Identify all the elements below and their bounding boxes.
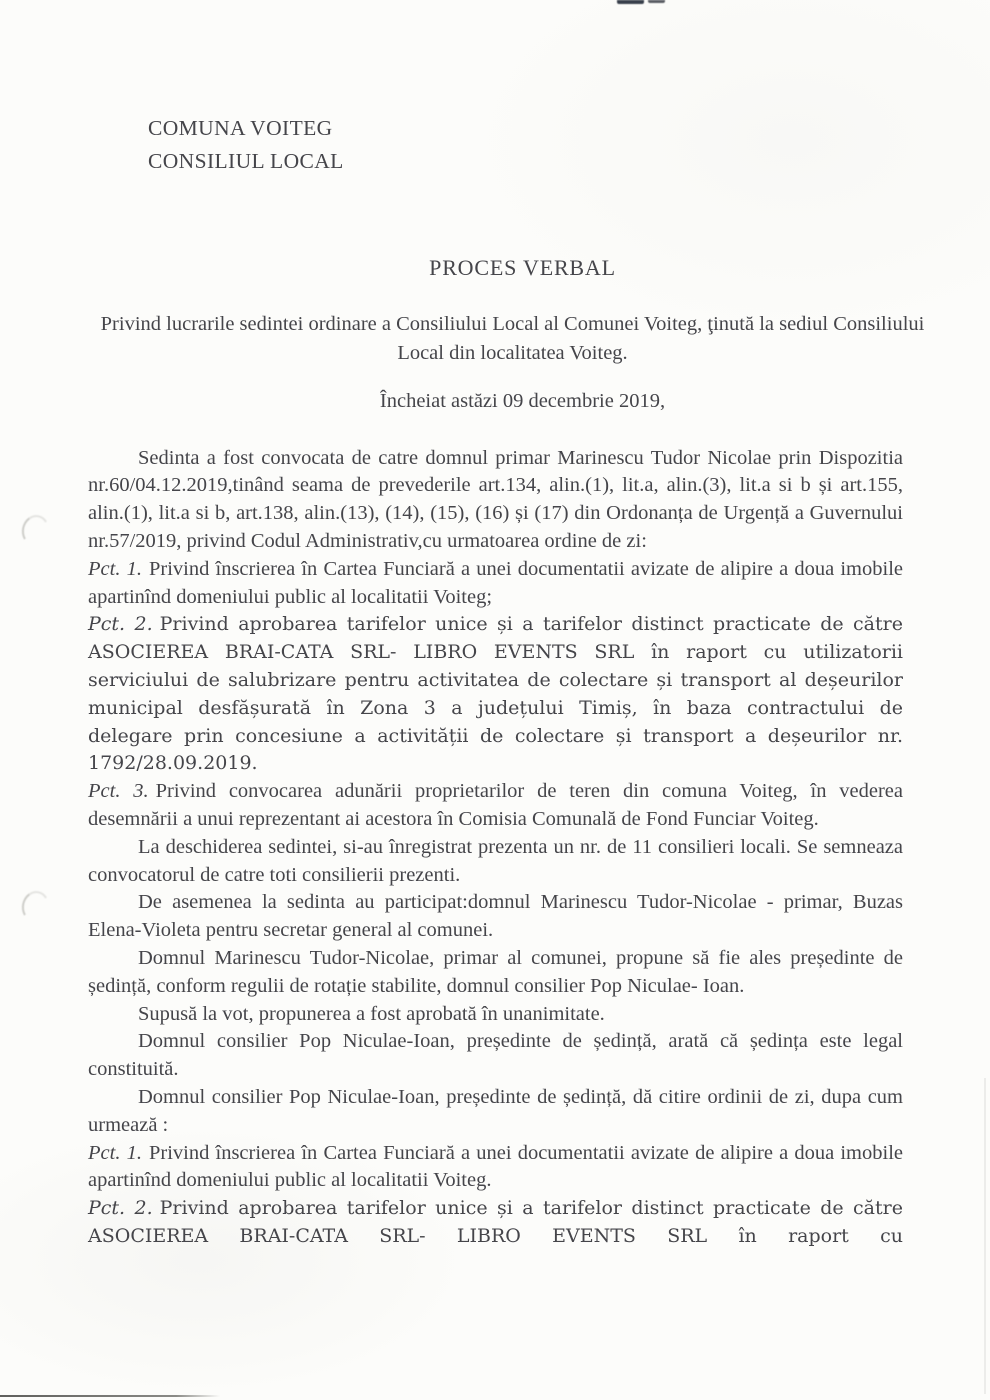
paragraph-pct-1 [88,556,903,612]
paragraph-text: Privind aprobarea tarifelor unice și a tarifelor distinct practicate de către ASOCIEREA BRAI-CATA SRL- LIBRO EVENTS SRL în raport cu [88,1197,903,1247]
pct-label: Pct. 3. [88,780,149,803]
paragraph-text: Domnul consilier Pop Niculae-Ioan, președinte de ședință, dă citire ordinii de zi, dupa cum urmează : [88,1085,903,1136]
document-subtitle: Privind lucrarile sedintei ordinare a Consiliului Local al Comunei Voiteg, ţinută la sediul Consiliului Local din localitatea Voiteg. [100,312,925,365]
paragraph-text: Privind convocarea adunării proprietarilor de teren din comuna Voiteg, în vederea desemnării a unui reprezentant ai acestora în Comisia Comunală de Fond Funciar Voiteg. [88,780,903,830]
document-title: PROCES VERBAL [429,255,616,280]
paragraph-text: Privind aprobarea tarifelor unice și a tarifelor distinct practicate de către ASOCIEREA BRAI-CATA SRL- LIBRO EVENTS SRL în raport cu utilizatorii serviciului de salubrizare pentru activitatea de colectare și transport al deșeurilor municipal desfășurată în Zona 3 a județului Timiș, în baza contractului de delegare prin concesiune a activității de colectare și transport a deșeurilor nr. 1792/28.09.2019. [88,613,903,775]
paragraph-convocation [88,445,903,556]
paragraph-text: Sedinta a fost convocata de catre domnul primar Marinescu Tudor Nicolae prin Dispozitia nr.60/04.12.2019,tinând seama de prevederile art.134, alin.(1), lit.a, alin.(3), lit.a si b și art.155, alin.(1), lit.a si b, art.138, alin.(13), (14), (15), (16) și (17) din Ordonanța de Urgență a Guvernului nr.57/2019, privind Codul Administrativ,cu urmatoarea ordine de zi: [88,446,903,552]
document-header [148,112,903,178]
paragraph-text: Privind înscrierea în Cartea Funciară a unei documentatii avizate de alipire a doua imobile apartinînd domeniului public al localitatii Voiteg; [88,557,903,608]
paragraph-text: De asemenea la sedinta au participat:domnul Marinescu Tudor-Nicolae - primar, Buzas Elena-Violeta pentru secretar general al comunei. [88,891,903,942]
binder-mark-icon [19,889,52,925]
paragraph-pct-3 [88,778,903,834]
paragraph-agenda-reading [88,1084,903,1140]
paragraph-pct-1-repeat [88,1140,903,1196]
paragraph-attendance [88,834,903,890]
paragraph-pct-2-repeat [88,1195,903,1251]
header-org-name: COMUNA VOITEG [148,116,333,140]
pct-label: Pct. 1. [88,1141,142,1164]
paragraph-chair-proposal [88,945,903,1001]
paragraph-text: Supusă la vot, propunerea a fost aprobată în unanimitate. [138,1002,605,1025]
binder-mark-icon [19,513,52,549]
paragraph-vote [88,1001,903,1029]
pct-label: Pct. 2. [88,613,153,636]
paragraph-text: Privind înscrierea în Cartea Funciară a unei documentatii avizate de alipire a doua imobile apartinînd domeniului public al localitatii Voiteg. [88,1141,903,1192]
scan-edge-line [984,1078,986,1394]
paragraph-participants [88,889,903,945]
paragraph-legally-constituted [88,1028,903,1084]
scan-edge-line [0,1395,220,1397]
pct-label: Pct. 1. [88,557,142,580]
paragraph-text: Domnul Marinescu Tudor-Nicolae, primar al comunei, propune să fie ales președinte de ședință, conform regulii de rotație stabilite, domnul consilier Pop Niculae- Ioan. [88,946,903,997]
paragraph-text: Domnul consilier Pop Niculae-Ioan, președinte de ședință, arată că ședința este legal constituită. [88,1030,903,1081]
pct-label: Pct. 2. [88,1197,153,1220]
document-dateline: Încheiat astăzi 09 decembrie 2019, [379,389,666,412]
document-content [88,0,925,1251]
paragraph-pct-2 [88,611,903,778]
header-org-unit: CONSILIUL LOCAL [148,149,344,173]
document-body [88,445,903,1251]
paragraph-text: La deschiderea sedintei, si-au înregistrat prezenta un nr. de 11 consilieri locali. Se semneaza convocatorul de catre toti consilierii prezenti. [88,835,903,886]
